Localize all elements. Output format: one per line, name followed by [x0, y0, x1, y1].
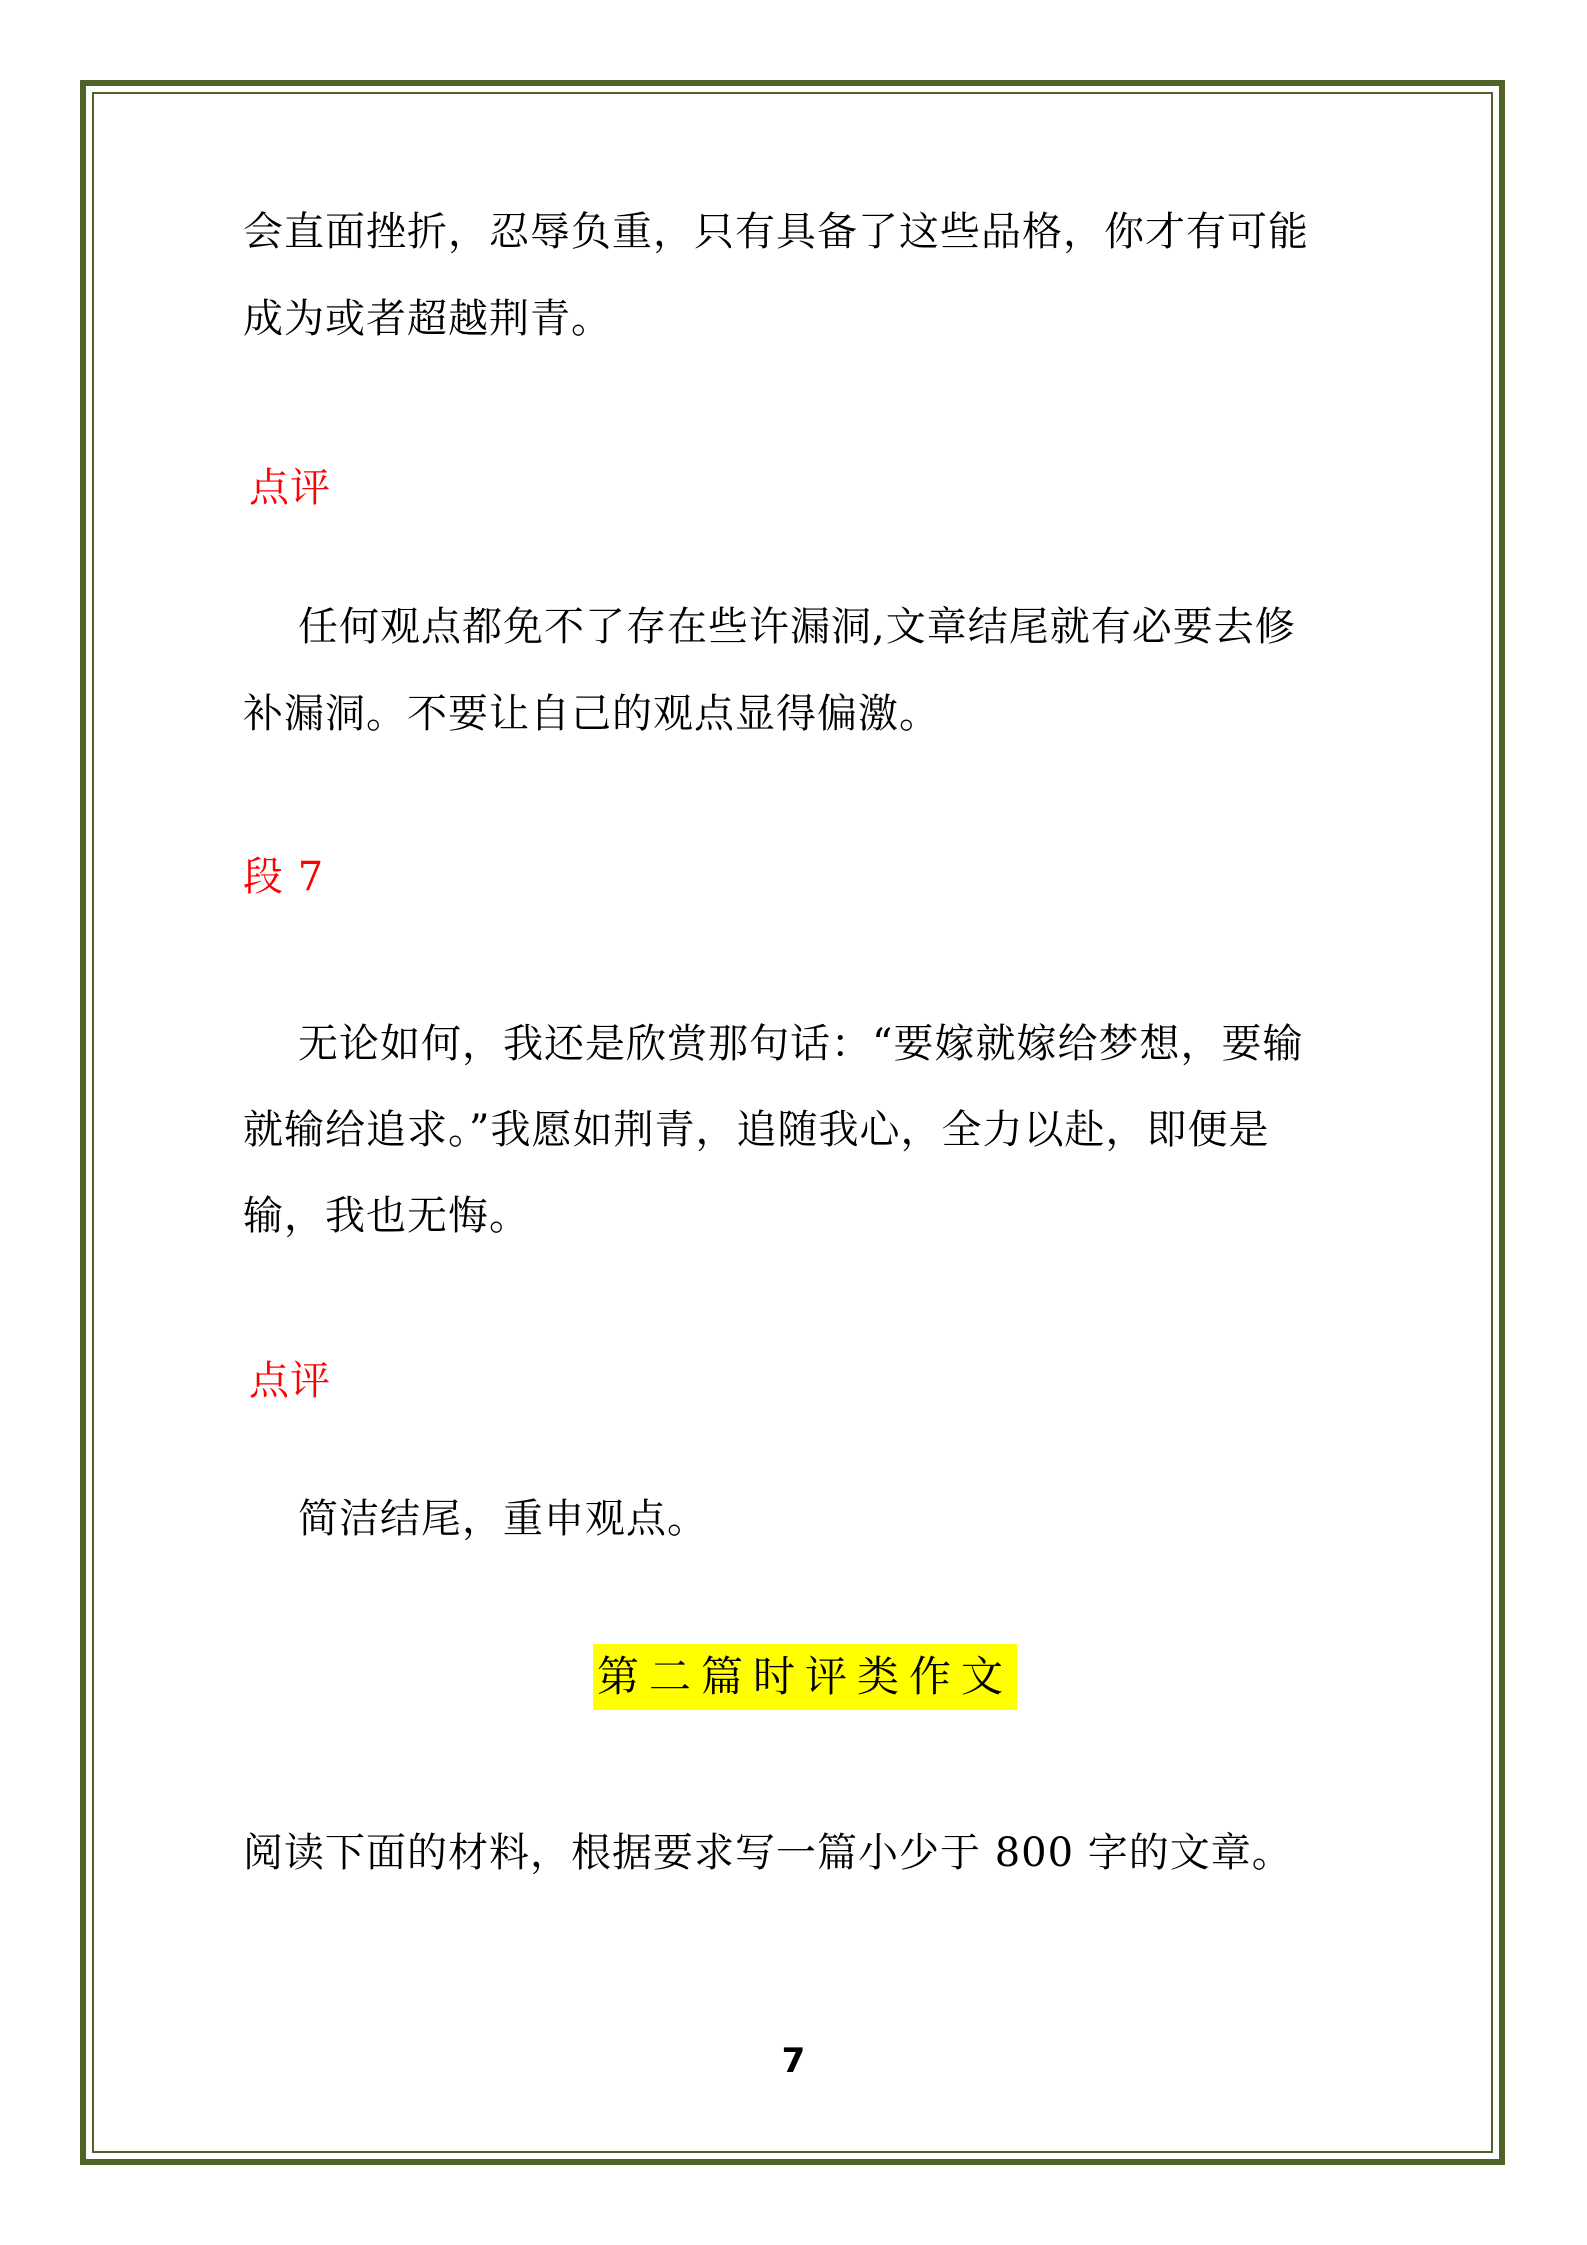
- instruction-text: 阅读下面的材料，根据要求写一篇小少于 800 字的文章。: [243, 1830, 1293, 1876]
- section-line: 无论如何，我还是欣赏那句话：“要嫁就嫁给梦想，要输: [298, 1021, 1304, 1067]
- section-heading-highlight: [593, 1644, 1017, 1710]
- paragraph-line: 会直面挫折，忍辱负重，只有具备了这些品格，你才有可能: [243, 209, 1309, 255]
- comment-label: 点评: [249, 465, 331, 511]
- page-number: 7: [781, 2041, 806, 2081]
- comment-line: 补漏洞。不要让自己的观点显得偏激。: [243, 691, 940, 737]
- section-label: 段 7: [243, 854, 325, 900]
- section-heading: 第二篇时评类作文: [597, 1652, 1014, 1701]
- paragraph-line: 成为或者超越荆青。: [243, 296, 612, 342]
- section-line: 就输给追求。”我愿如荆青，追随我心，全力以赴，即便是: [243, 1107, 1270, 1153]
- comment-line: 简洁结尾，重申观点。: [298, 1496, 708, 1542]
- comment-label: 点评: [249, 1358, 331, 1404]
- section-line: 输，我也无悔。: [243, 1193, 530, 1239]
- comment-line: 任何观点都免不了存在些许漏洞,文章结尾就有必要去修: [298, 604, 1296, 650]
